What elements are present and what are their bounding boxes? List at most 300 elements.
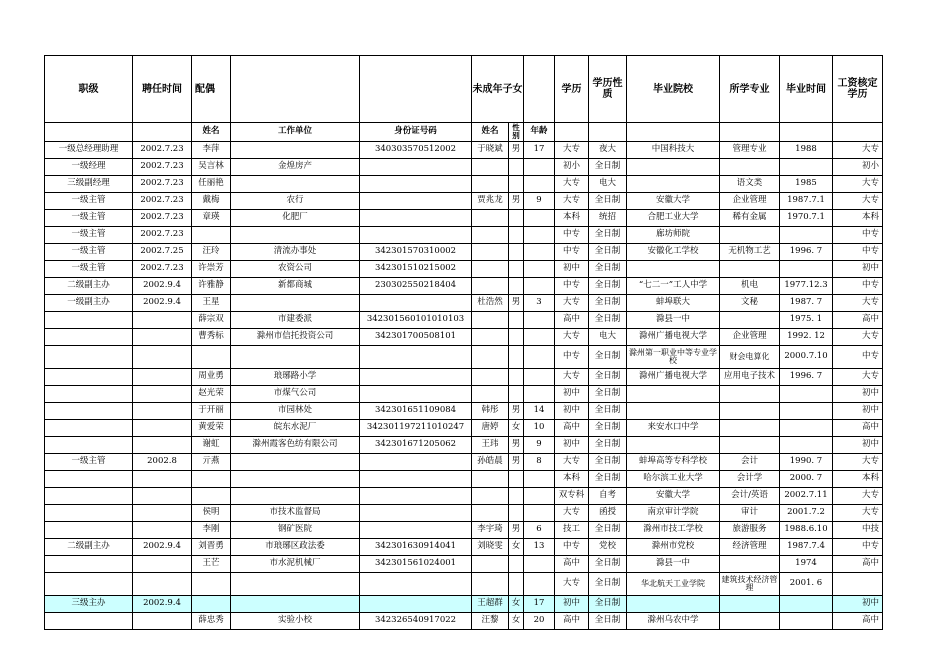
sub-blank-1: [45, 123, 133, 142]
header-zhiji: 职级: [45, 56, 133, 123]
cell-xueli: 高中: [555, 556, 589, 573]
cell-xingbie: [509, 471, 524, 488]
personnel-table: [44, 55, 883, 630]
cell-xingbie: [509, 210, 524, 227]
cell-zhuanye: 建筑技术经济管理: [720, 573, 780, 596]
cell-zinv-name: 韩彤: [472, 403, 509, 420]
cell-yuanxiao: 滁州第一职业中等专业学校: [627, 346, 720, 369]
cell-yuanxiao: [627, 403, 720, 420]
cell-danwei: 滁州市信托投资公司: [231, 329, 360, 346]
cell-yuanxiao: 南京审计学院: [627, 505, 720, 522]
cell-biye-shijian: 1974: [780, 556, 833, 573]
cell-yuanxiao: 滁州广播电视大学: [627, 369, 720, 386]
cell-zhiji: 一级主管: [45, 261, 133, 278]
header-blank-2: [360, 56, 472, 123]
cell-peiou-name: 李萍: [192, 142, 231, 159]
cell-xueli: 本科: [555, 471, 589, 488]
table-row: [45, 420, 883, 437]
cell-xuelixingzhi: 函授: [589, 505, 627, 522]
cell-danwei: 农行: [231, 193, 360, 210]
cell-peiou-name: [192, 227, 231, 244]
cell-xueli: 中专: [555, 346, 589, 369]
cell-pinren: [133, 556, 192, 573]
cell-pinren: [133, 312, 192, 329]
cell-xingbie: [509, 159, 524, 176]
cell-pinren: 2002.9.4: [133, 596, 192, 613]
cell-shenfenzheng: 342301671205062: [360, 437, 472, 454]
cell-xuelixingzhi: 夜大: [589, 142, 627, 159]
cell-yuanxiao: [627, 261, 720, 278]
cell-pinren: 2002.7.23: [133, 210, 192, 227]
cell-xueli: 大专: [555, 176, 589, 193]
cell-pinren: [133, 613, 192, 630]
cell-yuanxiao: 中国科技大: [627, 142, 720, 159]
cell-nianling: [524, 505, 555, 522]
cell-pinren: 2002.9.4: [133, 295, 192, 312]
cell-xuelixingzhi: 自考: [589, 488, 627, 505]
header-gongzi-xueli: 工资核定学历: [833, 56, 883, 123]
cell-danwei: 皖东水泥厂: [231, 420, 360, 437]
cell-peiou-name: 王星: [192, 295, 231, 312]
cell-xingbie: 男: [509, 295, 524, 312]
cell-biye-shijian: 1988: [780, 142, 833, 159]
cell-xueli: 初小: [555, 159, 589, 176]
cell-yuanxiao: “七二一”工人中学: [627, 278, 720, 295]
cell-danwei: [231, 471, 360, 488]
table-row: [45, 556, 883, 573]
cell-pinren: 2002.7.23: [133, 159, 192, 176]
cell-zhuanye: [720, 596, 780, 613]
cell-biye-shijian: 1987.7.1: [780, 193, 833, 210]
cell-zhiji: [45, 312, 133, 329]
cell-xuelixingzhi: 全日制: [589, 420, 627, 437]
cell-xuelixingzhi: 全日制: [589, 278, 627, 295]
cell-nianling: 13: [524, 539, 555, 556]
cell-zinv-name: [472, 312, 509, 329]
cell-danwei: 市园林处: [231, 403, 360, 420]
cell-nianling: [524, 346, 555, 369]
cell-zhuanye: 企业管理: [720, 193, 780, 210]
cell-yuanxiao: [627, 437, 720, 454]
cell-zinv-name: [472, 210, 509, 227]
cell-nianling: [524, 227, 555, 244]
cell-danwei: [231, 227, 360, 244]
cell-pinren: 2002.7.23: [133, 227, 192, 244]
header-zinv: 未成年子女: [472, 56, 524, 123]
cell-yuanxiao: 华北航天工业学院: [627, 573, 720, 596]
cell-gongzi-xueli: 大专: [833, 142, 883, 159]
cell-nianling: 3: [524, 295, 555, 312]
table-row: [45, 488, 883, 505]
cell-xueli: 中专: [555, 227, 589, 244]
cell-peiou-name: [192, 573, 231, 596]
sub-zinv-xingming: 姓名: [472, 123, 509, 142]
cell-zinv-name: 唐婷: [472, 420, 509, 437]
cell-xuelixingzhi: 全日制: [589, 159, 627, 176]
cell-pinren: 2002.7.23: [133, 193, 192, 210]
cell-xueli: 技工: [555, 522, 589, 539]
cell-nianling: [524, 244, 555, 261]
cell-danwei: [231, 176, 360, 193]
header-xuelixingzhi: 学历性质: [589, 56, 627, 123]
cell-peiou-name: 亓燕: [192, 454, 231, 471]
cell-zhuanye: 机电: [720, 278, 780, 295]
cell-biye-shijian: 1987. 7: [780, 295, 833, 312]
cell-peiou-name: [192, 346, 231, 369]
cell-gongzi-xueli: 高中: [833, 420, 883, 437]
cell-danwei: 市煤气公司: [231, 386, 360, 403]
sub-danwei: 工作单位: [231, 123, 360, 142]
cell-nianling: [524, 312, 555, 329]
cell-zhuanye: [720, 386, 780, 403]
header-biye-yuanxiao: 毕业院校: [627, 56, 720, 123]
cell-pinren: 2002.8: [133, 454, 192, 471]
cell-danwei: 琅琊路小学: [231, 369, 360, 386]
table-row: [45, 176, 883, 193]
cell-nianling: [524, 488, 555, 505]
cell-gongzi-xueli: 大专: [833, 505, 883, 522]
header-biye-shijian: 毕业时间: [780, 56, 833, 123]
cell-biye-shijian: 1975. 1: [780, 312, 833, 329]
cell-xuelixingzhi: 全日制: [589, 295, 627, 312]
cell-nianling: [524, 369, 555, 386]
cell-yuanxiao: 滁县一中: [627, 312, 720, 329]
cell-xueli: 大专: [555, 142, 589, 159]
cell-yuanxiao: 滁州广播电视大学: [627, 329, 720, 346]
cell-shenfenzheng: [360, 505, 472, 522]
cell-nianling: 6: [524, 522, 555, 539]
cell-zinv-name: [472, 386, 509, 403]
cell-peiou-name: 许雅静: [192, 278, 231, 295]
cell-nianling: [524, 210, 555, 227]
cell-yuanxiao: 蚌埠联大: [627, 295, 720, 312]
cell-pinren: 2002.7.25: [133, 244, 192, 261]
cell-zhiji: 三级副经理: [45, 176, 133, 193]
cell-zhiji: [45, 403, 133, 420]
cell-xueli: 高中: [555, 312, 589, 329]
cell-biye-shijian: [780, 403, 833, 420]
cell-shenfenzheng: [360, 346, 472, 369]
cell-shenfenzheng: [360, 176, 472, 193]
cell-shenfenzheng: 342326540917022: [360, 613, 472, 630]
cell-gongzi-xueli: 大专: [833, 369, 883, 386]
cell-nianling: [524, 386, 555, 403]
cell-zhiji: 一级主管: [45, 193, 133, 210]
cell-xuelixingzhi: 全日制: [589, 613, 627, 630]
table-row: [45, 244, 883, 261]
cell-danwei: 滁州霞客色纺有限公司: [231, 437, 360, 454]
cell-nianling: [524, 329, 555, 346]
cell-nianling: [524, 573, 555, 596]
cell-zhuanye: 经济管理: [720, 539, 780, 556]
cell-xueli: 初中: [555, 261, 589, 278]
cell-xuelixingzhi: 全日制: [589, 346, 627, 369]
cell-biye-shijian: 1990. 7: [780, 454, 833, 471]
cell-biye-shijian: [780, 613, 833, 630]
cell-biye-shijian: [780, 437, 833, 454]
cell-xuelixingzhi: 全日制: [589, 193, 627, 210]
cell-yuanxiao: 滁州市党校: [627, 539, 720, 556]
cell-pinren: 2002.7.23: [133, 261, 192, 278]
cell-yuanxiao: [627, 596, 720, 613]
cell-nianling: 9: [524, 437, 555, 454]
cell-gongzi-xueli: 高中: [833, 312, 883, 329]
cell-shenfenzheng: [360, 488, 472, 505]
cell-shenfenzheng: [360, 573, 472, 596]
cell-biye-shijian: 2001. 6: [780, 573, 833, 596]
cell-peiou-name: 汪玲: [192, 244, 231, 261]
cell-xueli: 大专: [555, 295, 589, 312]
sub-blank-4: [589, 123, 627, 142]
cell-xingbie: [509, 556, 524, 573]
cell-zhuanye: 文秘: [720, 295, 780, 312]
cell-biye-shijian: 1992. 12: [780, 329, 833, 346]
cell-biye-shijian: 1987.7.4: [780, 539, 833, 556]
cell-zhiji: [45, 505, 133, 522]
cell-zhuanye: 企业管理: [720, 329, 780, 346]
cell-xueli: 初中: [555, 596, 589, 613]
cell-yuanxiao: 来安水口中学: [627, 420, 720, 437]
cell-xuelixingzhi: 统招: [589, 210, 627, 227]
cell-zinv-name: [472, 369, 509, 386]
cell-peiou-name: [192, 596, 231, 613]
cell-danwei: [231, 142, 360, 159]
cell-zinv-name: 李宇琦: [472, 522, 509, 539]
cell-biye-shijian: 2000. 7: [780, 471, 833, 488]
cell-xingbie: 男: [509, 437, 524, 454]
cell-peiou-name: 曹秀标: [192, 329, 231, 346]
cell-peiou-name: 于开丽: [192, 403, 231, 420]
cell-shenfenzheng: [360, 369, 472, 386]
cell-peiou-name: 许崇芳: [192, 261, 231, 278]
cell-xuelixingzhi: 全日制: [589, 556, 627, 573]
table-row: [45, 403, 883, 420]
cell-zhiji: [45, 556, 133, 573]
cell-danwei: 清流办事处: [231, 244, 360, 261]
cell-zinv-name: [472, 244, 509, 261]
cell-zinv-name: 王玮: [472, 437, 509, 454]
cell-danwei: [231, 596, 360, 613]
cell-xueli: 大专: [555, 329, 589, 346]
cell-gongzi-xueli: 本科: [833, 471, 883, 488]
cell-danwei: 市琅琊区政法委: [231, 539, 360, 556]
cell-pinren: 2002.7.23: [133, 142, 192, 159]
cell-shenfenzheng: 340303570512002: [360, 142, 472, 159]
cell-biye-shijian: 2002.7.11: [780, 488, 833, 505]
cell-gongzi-xueli: 大专: [833, 295, 883, 312]
cell-peiou-name: 章瑛: [192, 210, 231, 227]
cell-pinren: [133, 346, 192, 369]
cell-shenfenzheng: 342301570310002: [360, 244, 472, 261]
sub-shenfenzheng: 身份证号码: [360, 123, 472, 142]
cell-zinv-name: [472, 176, 509, 193]
cell-gongzi-xueli: 初中: [833, 403, 883, 420]
table-row: [45, 522, 883, 539]
cell-gongzi-xueli: 中专: [833, 278, 883, 295]
cell-xingbie: 男: [509, 522, 524, 539]
cell-zhuanye: 会计学: [720, 471, 780, 488]
cell-gongzi-xueli: [833, 573, 883, 596]
cell-yuanxiao: 合肥工业大学: [627, 210, 720, 227]
cell-yuanxiao: 安徽大学: [627, 193, 720, 210]
cell-xingbie: [509, 505, 524, 522]
cell-zhuanye: 管理专业: [720, 142, 780, 159]
cell-nianling: [524, 556, 555, 573]
cell-pinren: 2002.7.23: [133, 176, 192, 193]
cell-gongzi-xueli: 本科: [833, 210, 883, 227]
header-xueli: 学历: [555, 56, 589, 123]
cell-peiou-name: 黄爱荣: [192, 420, 231, 437]
sub-xingming: 姓名: [192, 123, 231, 142]
table-row: [45, 471, 883, 488]
cell-xingbie: 男: [509, 142, 524, 159]
cell-biye-shijian: [780, 159, 833, 176]
cell-gongzi-xueli: 大专: [833, 488, 883, 505]
cell-nianling: 10: [524, 420, 555, 437]
cell-nianling: [524, 159, 555, 176]
cell-zinv-name: 刘晓雯: [472, 539, 509, 556]
table-row: [45, 369, 883, 386]
cell-zhiji: 一级副主办: [45, 295, 133, 312]
cell-peiou-name: 薛宗双: [192, 312, 231, 329]
table-row: [45, 312, 883, 329]
cell-zhiji: [45, 437, 133, 454]
cell-gongzi-xueli: 中专: [833, 244, 883, 261]
cell-zinv-name: [472, 505, 509, 522]
cell-zhuanye: [720, 556, 780, 573]
cell-yuanxiao: 安徽化工学校: [627, 244, 720, 261]
cell-zhuanye: 旅游服务: [720, 522, 780, 539]
cell-shenfenzheng: [360, 210, 472, 227]
cell-xuelixingzhi: 全日制: [589, 369, 627, 386]
cell-nianling: [524, 278, 555, 295]
cell-danwei: 新都商城: [231, 278, 360, 295]
cell-zhuanye: 稀有金属: [720, 210, 780, 227]
cell-peiou-name: 周业勇: [192, 369, 231, 386]
cell-shenfenzheng: [360, 522, 472, 539]
cell-xuelixingzhi: 全日制: [589, 312, 627, 329]
cell-xuelixingzhi: 全日制: [589, 573, 627, 596]
cell-xueli: 大专: [555, 193, 589, 210]
cell-zhiji: [45, 369, 133, 386]
cell-danwei: [231, 454, 360, 471]
cell-zhiji: [45, 386, 133, 403]
table-row: [45, 596, 883, 613]
header-blank-3: [524, 56, 555, 123]
cell-zhuanye: 审计: [720, 505, 780, 522]
cell-xuelixingzhi: 全日制: [589, 596, 627, 613]
cell-shenfenzheng: [360, 596, 472, 613]
cell-gongzi-xueli: 大专: [833, 176, 883, 193]
cell-xueli: 初中: [555, 403, 589, 420]
cell-danwei: [231, 573, 360, 596]
cell-danwei: 金煌房产: [231, 159, 360, 176]
cell-shenfenzheng: 342301197211010247: [360, 420, 472, 437]
cell-shenfenzheng: 342301561024001: [360, 556, 472, 573]
table-row: [45, 505, 883, 522]
cell-nianling: [524, 261, 555, 278]
cell-peiou-name: [192, 488, 231, 505]
cell-shenfenzheng: [360, 227, 472, 244]
cell-nianling: [524, 176, 555, 193]
cell-shenfenzheng: 230302550218404: [360, 278, 472, 295]
header-zhuanye: 所学专业: [720, 56, 780, 123]
table-row: [45, 227, 883, 244]
cell-zhiji: 一级主管: [45, 454, 133, 471]
cell-xueli: 双专科: [555, 488, 589, 505]
cell-danwei: 钢矿医院: [231, 522, 360, 539]
cell-xuelixingzhi: 全日制: [589, 437, 627, 454]
cell-xuelixingzhi: 电大: [589, 329, 627, 346]
cell-shenfenzheng: 342301630914041: [360, 539, 472, 556]
cell-yuanxiao: 蚌埠高等专科学校: [627, 454, 720, 471]
cell-shenfenzheng: [360, 471, 472, 488]
cell-shenfenzheng: [360, 454, 472, 471]
cell-gongzi-xueli: 高中: [833, 613, 883, 630]
header-peiou: 配偶: [192, 56, 231, 123]
sub-blank-2: [133, 123, 192, 142]
cell-xingbie: [509, 573, 524, 596]
cell-zinv-name: 孙皓晨: [472, 454, 509, 471]
cell-xueli: 中专: [555, 539, 589, 556]
cell-xueli: 大专: [555, 505, 589, 522]
cell-gongzi-xueli: 初中: [833, 437, 883, 454]
cell-pinren: 2002.9.4: [133, 539, 192, 556]
cell-gongzi-xueli: 中技: [833, 522, 883, 539]
sub-blank-6: [720, 123, 780, 142]
cell-pinren: [133, 420, 192, 437]
cell-biye-shijian: [780, 596, 833, 613]
cell-yuanxiao: [627, 386, 720, 403]
cell-danwei: 市技术监督局: [231, 505, 360, 522]
cell-xingbie: [509, 346, 524, 369]
cell-xuelixingzhi: 党校: [589, 539, 627, 556]
cell-zhuanye: 应用电子技术: [720, 369, 780, 386]
cell-nianling: 17: [524, 142, 555, 159]
cell-pinren: [133, 403, 192, 420]
table-row: [45, 613, 883, 630]
table-row: [45, 454, 883, 471]
cell-zhiji: [45, 488, 133, 505]
cell-xueli: 中专: [555, 278, 589, 295]
cell-xingbie: 女: [509, 539, 524, 556]
cell-gongzi-xueli: 大专: [833, 329, 883, 346]
cell-peiou-name: 刘晋勇: [192, 539, 231, 556]
cell-xingbie: [509, 386, 524, 403]
sub-nianling: 年龄: [524, 123, 555, 142]
cell-nianling: 14: [524, 403, 555, 420]
cell-zinv-name: [472, 346, 509, 369]
cell-nianling: 8: [524, 454, 555, 471]
cell-zinv-name: [472, 278, 509, 295]
cell-zinv-name: 贾兆龙: [472, 193, 509, 210]
cell-zhuanye: [720, 403, 780, 420]
cell-biye-shijian: [780, 261, 833, 278]
cell-zhuanye: [720, 437, 780, 454]
cell-xingbie: [509, 176, 524, 193]
cell-peiou-name: 谢虹: [192, 437, 231, 454]
cell-zhuanye: 会计/英语: [720, 488, 780, 505]
cell-gongzi-xueli: 高中: [833, 556, 883, 573]
cell-shenfenzheng: [360, 386, 472, 403]
cell-xingbie: 男: [509, 454, 524, 471]
cell-zhiji: 一级主管: [45, 244, 133, 261]
cell-xingbie: [509, 261, 524, 278]
cell-danwei: [231, 295, 360, 312]
cell-yuanxiao: [627, 176, 720, 193]
cell-zhuanye: [720, 159, 780, 176]
cell-pinren: [133, 386, 192, 403]
